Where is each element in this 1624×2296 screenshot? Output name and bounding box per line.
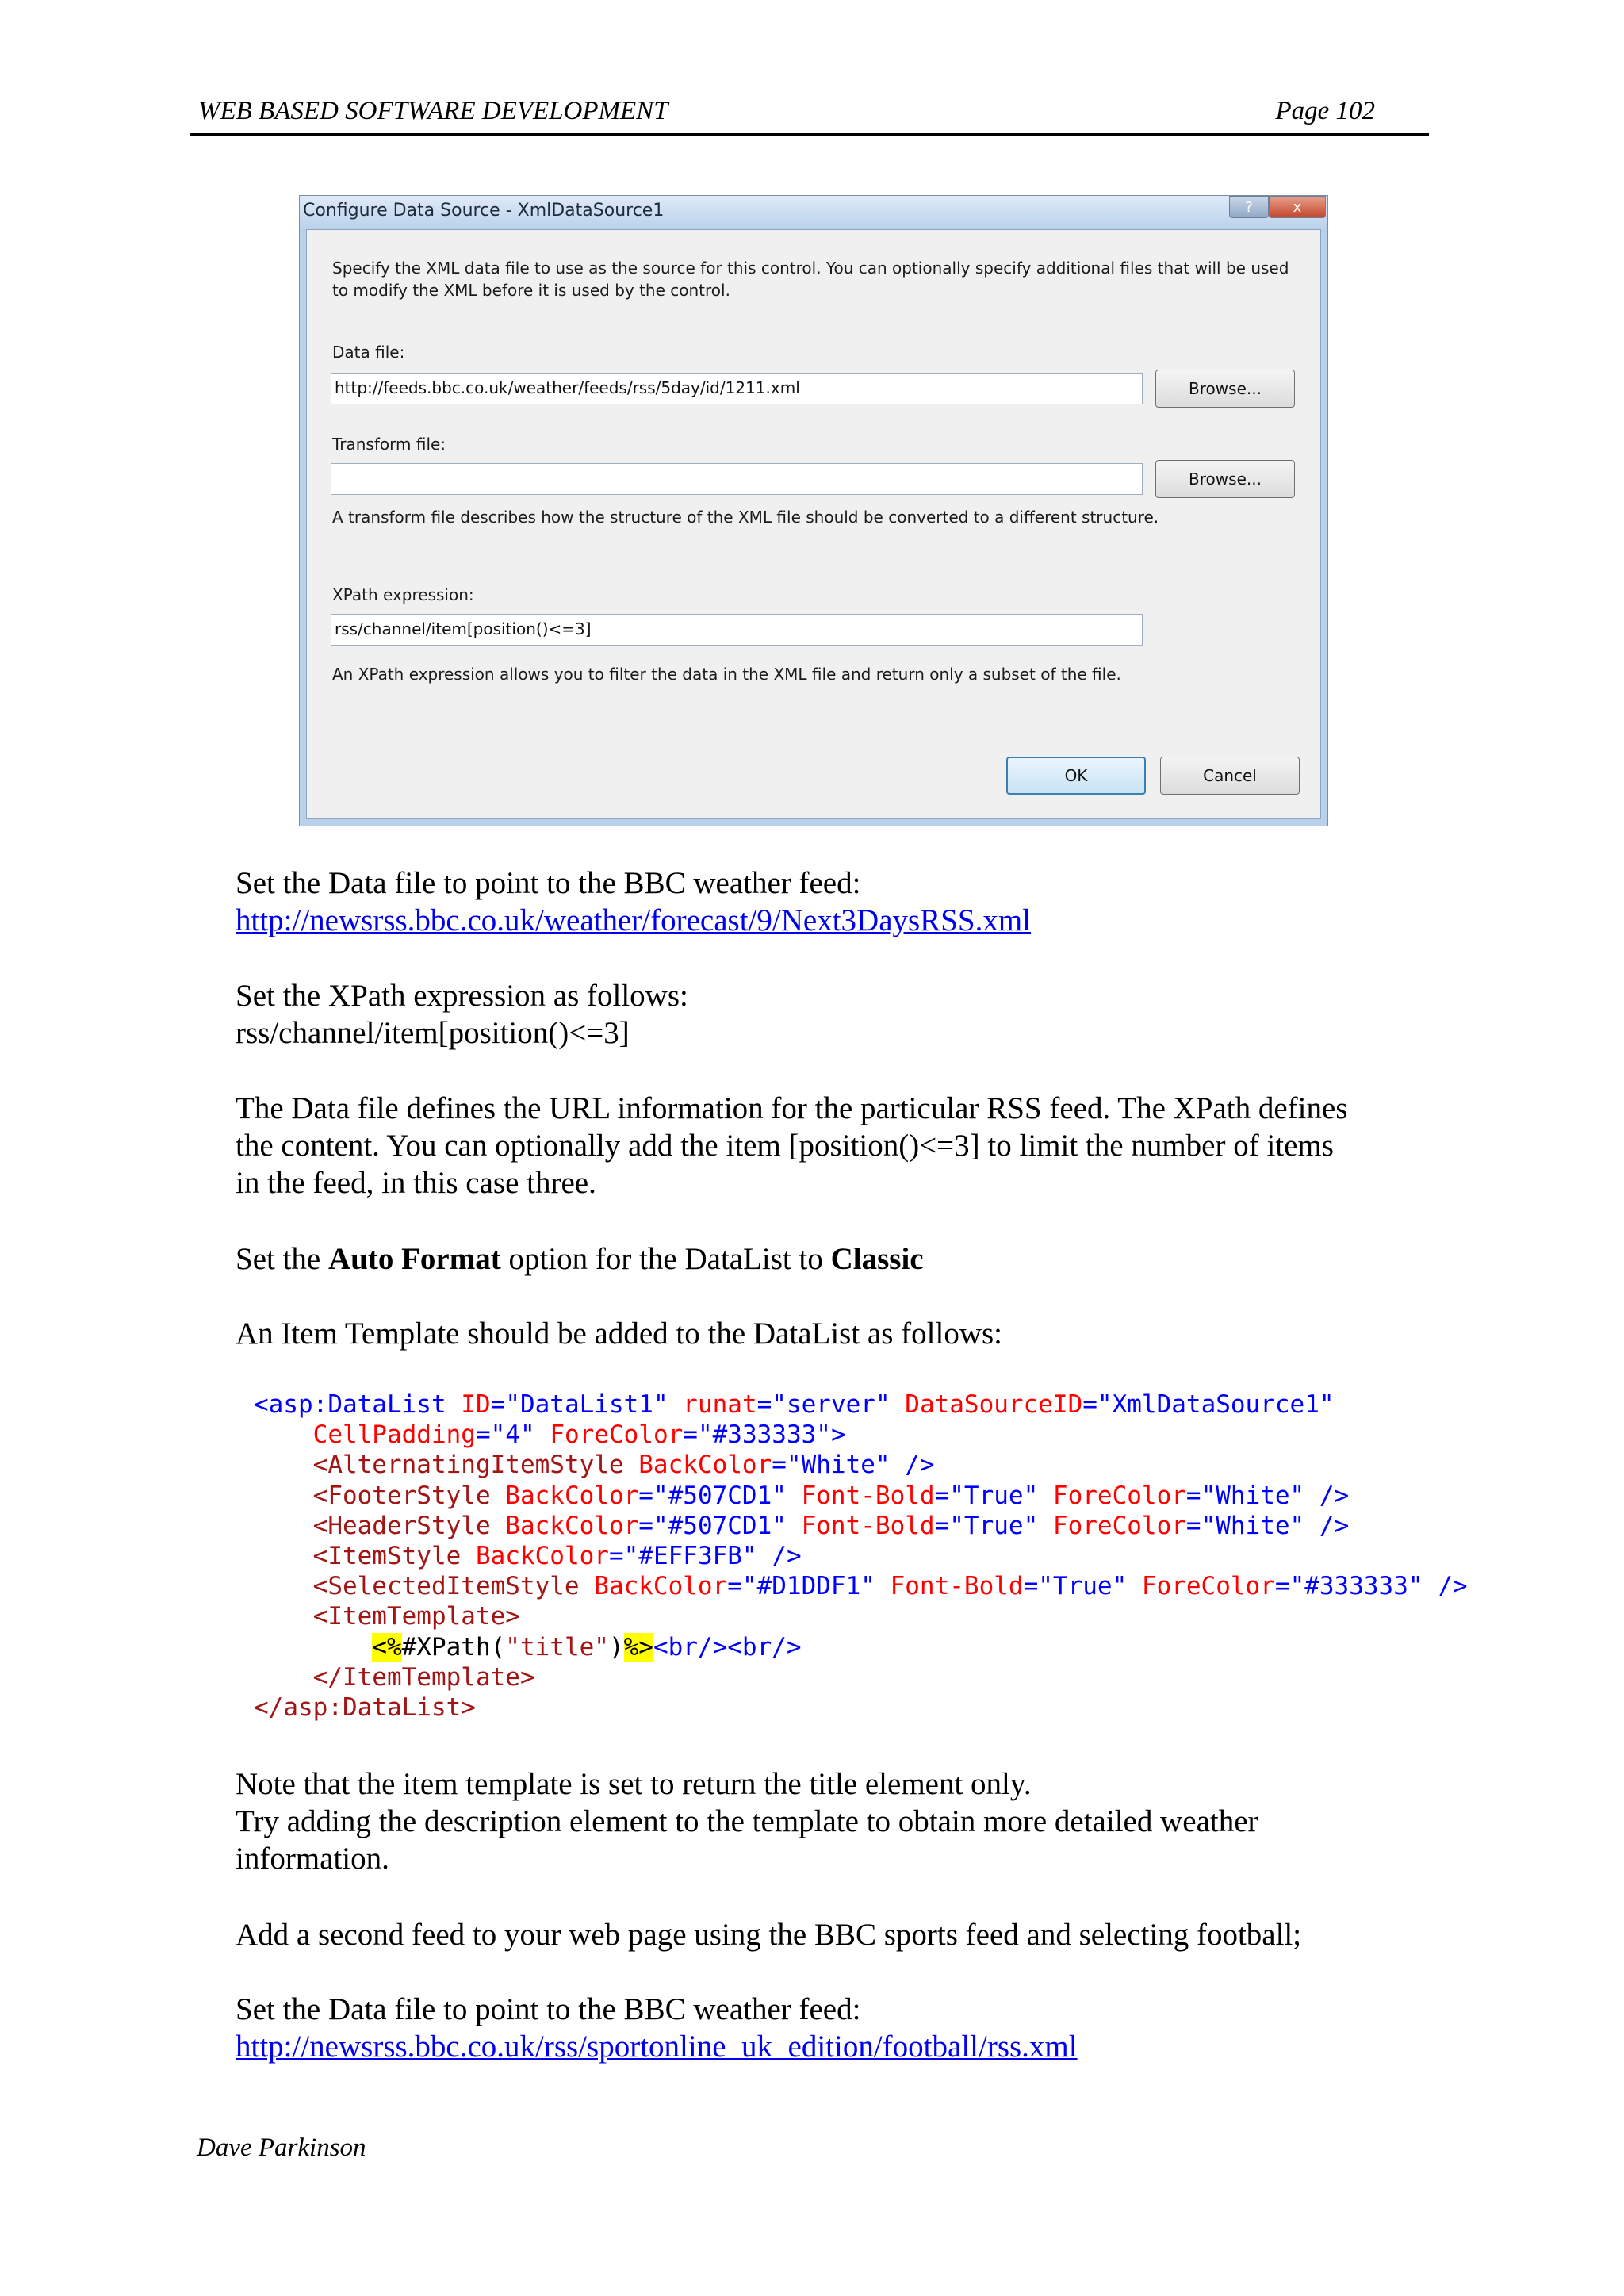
- paragraph-xpath: [236, 977, 1473, 1052]
- paragraph-second-feed: Add a second feed to your web page using the BBC sports feed and selecting football;: [236, 1918, 1302, 1952]
- text-run: option for the DataList to: [500, 1242, 831, 1276]
- paragraph-line: The Data file defines the URL information for the particular RSS feed. The XPath defines: [236, 1091, 1348, 1125]
- data-file-label: Data file:: [332, 343, 405, 362]
- football-feed-link[interactable]: http://newsrss.bbc.co.uk/rss/sportonline_uk_edition/football/rss.xml: [236, 2030, 1078, 2064]
- paragraph-sports-data-file: [236, 1991, 1473, 2065]
- xpath-label: XPath expression:: [332, 585, 474, 604]
- code-block: [254, 1389, 1468, 1723]
- dialog-titlebar: [300, 196, 1327, 228]
- weather-feed-link[interactable]: http://newsrss.bbc.co.uk/weather/forecast/9/Next3DaysRSS.xml: [236, 903, 1031, 937]
- page-header: [190, 94, 1429, 136]
- paragraph-line: Try adding the description element to the template to obtain more detailed weather: [236, 1804, 1258, 1838]
- paragraph-data-file-explanation: [236, 1090, 1473, 1202]
- bold-auto-format: Auto Format: [327, 1242, 501, 1276]
- data-file-input[interactable]: http://feeds.bbc.co.uk/weather/feeds/rss/5day/id/1211.xml: [331, 373, 1143, 404]
- paragraph-line: the content. You can optionally add the item [position()<=3] to limit the number of items: [236, 1129, 1334, 1163]
- paragraph-text: Set the Data file to point to the BBC weather feed:: [236, 1992, 861, 2026]
- ok-button[interactable]: OK: [1006, 757, 1146, 795]
- paragraph-line: in the feed, in this case three.: [236, 1166, 596, 1200]
- dialog-client-area: [306, 229, 1321, 819]
- data-file-browse-button[interactable]: Browse...: [1155, 370, 1295, 408]
- help-icon: ?: [1245, 198, 1253, 216]
- code-line-2: CellPadding="4" ForeColor="#333333">: [312, 1420, 846, 1450]
- code-line-6: <ItemStyle BackColor="#EFF3FB" />: [312, 1542, 802, 1571]
- code-line-4: <FooterStyle BackColor="#507CD1" Font-Bold="True" ForeColor="White" />: [312, 1481, 1350, 1510]
- code-line-8: <ItemTemplate>: [312, 1602, 520, 1631]
- dialog-intro-line-1: Specify the XML data file to use as the source for this control. You can optionally specify additional files that will be used: [332, 259, 1289, 278]
- code-line-3: <AlternatingItemStyle BackColor="White" />: [312, 1451, 935, 1480]
- code-line-7: <SelectedItemStyle BackColor="#D1DDF1" Font-Bold="True" ForeColor="#333333" />: [312, 1572, 1468, 1601]
- paragraph-line: information.: [236, 1842, 389, 1876]
- close-button[interactable]: [1269, 196, 1326, 218]
- transform-file-browse-button[interactable]: Browse...: [1155, 460, 1295, 498]
- code-line-10: </ItemTemplate>: [312, 1662, 535, 1692]
- text-run: Set the: [236, 1242, 328, 1276]
- transform-help-text: A transform file describes how the structure of the XML file should be converted to a different structure.: [332, 508, 1159, 527]
- paragraph-data-file: [236, 864, 1473, 939]
- dialog-intro-line-2: to modify the XML before it is used by the control.: [332, 281, 730, 300]
- paragraph-line: Note that the item template is set to return the title element only.: [236, 1767, 1032, 1801]
- code-line-11: </asp:DataList>: [254, 1693, 476, 1723]
- transform-file-input[interactable]: [331, 463, 1143, 495]
- bold-classic: Classic: [830, 1242, 924, 1276]
- document-title: WEB BASED SOFTWARE DEVELOPMENT: [198, 97, 668, 125]
- transform-file-label: Transform file:: [332, 435, 446, 454]
- configure-data-source-dialog: [299, 195, 1328, 826]
- page-footer-author: Dave Parkinson: [197, 2133, 366, 2162]
- xpath-expression-text: rss/channel/item[position()<=3]: [236, 1016, 630, 1050]
- help-button[interactable]: [1229, 196, 1269, 218]
- page-number: Page 102: [1275, 97, 1375, 125]
- paragraph-auto-format: [236, 1240, 1473, 1278]
- code-line-9: <%#XPath("title")%><br/><br/>: [372, 1632, 802, 1662]
- close-icon: x: [1293, 198, 1302, 216]
- paragraph-text: Set the Data file to point to the BBC weather feed:: [236, 866, 861, 900]
- dialog-title: Configure Data Source - XmlDataSource1: [303, 201, 665, 220]
- paragraph-text: Set the XPath expression as follows:: [236, 979, 688, 1013]
- paragraph-item-template: An Item Template should be added to the DataList as follows:: [236, 1317, 1003, 1351]
- paragraph-note: [236, 1765, 1473, 1877]
- cancel-button[interactable]: Cancel: [1160, 757, 1300, 795]
- xpath-help-text: An XPath expression allows you to filter the data in the XML file and return only a subset of the file.: [332, 665, 1121, 684]
- code-line-1: <asp:DataList ID="DataList1" runat="server" DataSourceID="XmlDataSource1": [254, 1390, 1335, 1419]
- xpath-input[interactable]: rss/channel/item[position()<=3]: [331, 614, 1143, 646]
- code-line-5: <HeaderStyle BackColor="#507CD1" Font-Bold="True" ForeColor="White" />: [312, 1511, 1350, 1540]
